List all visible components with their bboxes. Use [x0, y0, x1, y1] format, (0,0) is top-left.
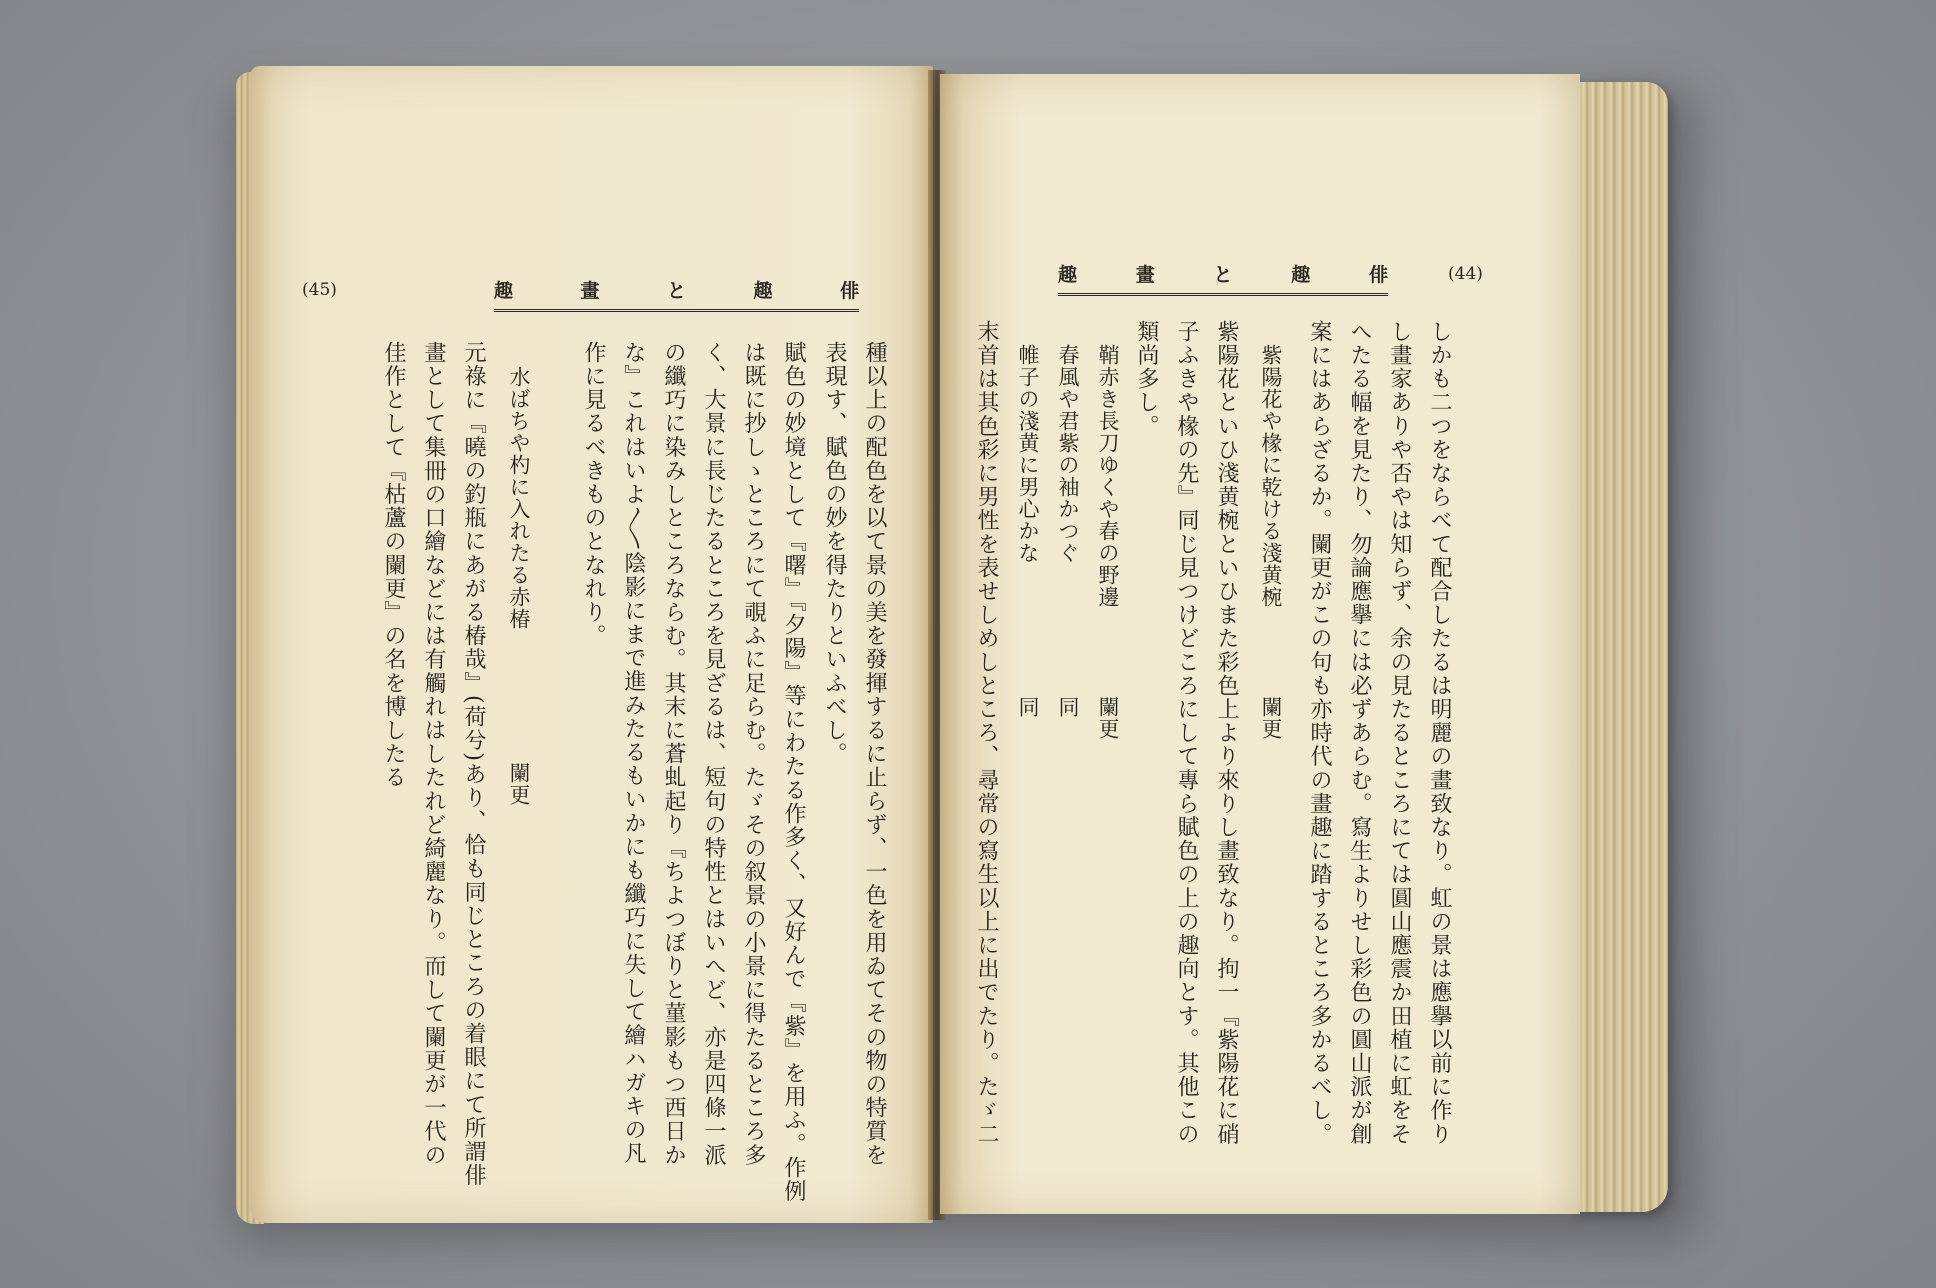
right-page — [940, 74, 1580, 1214]
running-head-char: 畫 — [1135, 264, 1155, 286]
text-column: は既に抄しゝところにて覗ふに足らむ。たゞその叙景の小景に得たるところ多 — [741, 341, 766, 1167]
left-running-head — [494, 276, 859, 312]
text-column: 子ふきや椽の先』同じ見つけどころにして專ら賦色の上の趣向とす。其他この — [1174, 320, 1199, 1146]
text-column: く、大景に長じたるところを見ざるは、短句の特性とはいへど、亦是四條一派 — [701, 341, 726, 1167]
left-page-number: (45) — [302, 280, 337, 300]
text-column: 案にはあらざるか。闌更がこの句も亦時代の畫趣に踏するところ多かるべし。 — [1307, 320, 1332, 1146]
text-column: 表現す、賦色の妙を得たりといふべし。 — [822, 341, 847, 766]
running-head-char: 畫 — [580, 280, 600, 302]
running-head-char: 趣 — [1291, 264, 1311, 286]
running-head-char: 趣 — [753, 280, 773, 302]
text-column: な』これはいよ〳〵陰影にまで進みたるもいかにも纖巧に失して繪ハガキの凡 — [621, 341, 646, 1166]
running-head-char: 俳 — [1368, 264, 1388, 286]
text-column: 畫として集冊の口繪などには有觸れはしたれど綺麗なり。而して闌更が一代の — [421, 341, 446, 1167]
right-page-edges — [1572, 82, 1668, 1212]
haiku-column: 水ばちや杓に入れたる赤椿 闌更 — [507, 366, 531, 806]
running-head-char: と — [1213, 264, 1233, 286]
left-page — [250, 66, 933, 1223]
text-column: 作に見るべきものとなれり。 — [581, 341, 606, 648]
haiku-column: 春風や君紫の袖かつぐ 同 — [1056, 344, 1080, 718]
right-page-number: (44) — [1448, 264, 1483, 284]
text-column: し畫家ありや否やは知らず、余の見たるところにては圓山應震か田植に虹をそ — [1387, 320, 1412, 1146]
running-head-char: 趣 — [494, 280, 514, 302]
text-column: 賦色の妙境として『曙』『夕陽』等にわたる作多く、又好んで『紫』を用ふ。作例 — [781, 341, 806, 1204]
text-column: しかも二つをならべて配合したるは明麗の畫致なり。虹の景は應擧以前に作り — [1427, 320, 1452, 1146]
haiku-column: 紫陽花や椽に乾ける淺黄椀 闌更 — [1259, 344, 1283, 740]
text-column: 末首は其色彩に男性を表せしめしところ、尋常の寫生以上に出でたり。たゞ二 — [974, 320, 999, 1146]
text-column: 紫陽花といひ淺黄椀といひまた彩色上より來りし畫致なり。拘一『紫陽花に硝 — [1214, 320, 1239, 1146]
running-head-char: と — [666, 280, 686, 302]
haiku-column: 帷子の淺黄に男心かな 同 — [1016, 344, 1040, 718]
text-column: 種以上の配色を以て景の美を發揮するに止らず、一色を用ゐてその物の特質を — [862, 341, 887, 1167]
text-column: へたる幅を見たり、勿論應擧には必ずあらむ。寫生よりせし彩色の圓山派が創 — [1347, 320, 1372, 1146]
right-running-head — [1058, 260, 1388, 296]
text-column: 元祿に『曉の釣瓶にあがる椿哉』(荷兮)あり、恰も同じところの着眼にて所謂俳 — [461, 341, 486, 1188]
text-column: 佳作として『枯蘆の闌更』の名を博したる — [381, 341, 406, 790]
haiku-column: 鞘赤き長刀ゆくや春の野邊 闌更 — [1096, 344, 1120, 740]
running-head-char: 俳 — [839, 280, 859, 302]
text-column: の纖巧に染みしところならむ。其末に蒼虬起り『ちよつぼりと菫影もつ西日か — [661, 341, 686, 1167]
running-head-char: 趣 — [1058, 264, 1078, 286]
text-column: 類尚多し。 — [1134, 320, 1159, 438]
